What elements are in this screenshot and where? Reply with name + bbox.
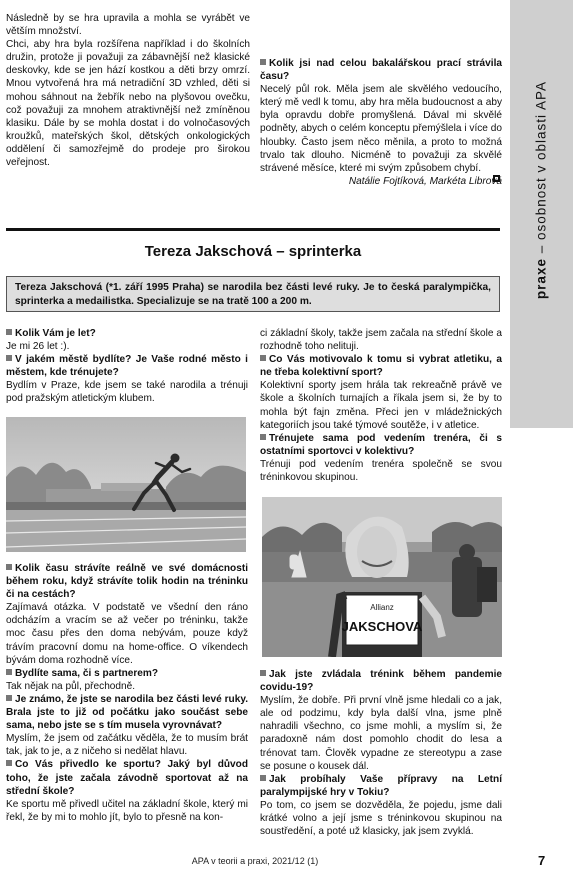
answer: Tak nějak na půl, přechodně. — [6, 680, 136, 692]
bullet-square-icon — [260, 434, 266, 440]
end-mark-icon — [493, 172, 500, 182]
bullet-square-icon — [6, 564, 12, 570]
top-left-column — [6, 12, 250, 169]
question: V jakém městě bydlíte? Je Vaše rodné město i městem, kde trénujete? — [6, 354, 248, 379]
question: Jak probíhaly Vaše přípravy na Letní paralympijské hry v Tokiu? — [260, 773, 502, 798]
bullet-square-icon — [6, 695, 12, 701]
section-rule — [6, 228, 500, 231]
signature: Natálie Fojtíková, Markéta Librová — [348, 175, 502, 187]
bullet-square-icon — [260, 59, 266, 65]
footer-journal: APA v teorii a praxi, 2021/12 (1) — [191, 856, 319, 866]
question: Kolik Vám je let? — [6, 327, 248, 340]
bib-sponsor: Allianz — [370, 603, 394, 612]
answer: Po tom, co jsem se dozvěděla, že pojedu, jsme dali krátké volno a její jsme s tréninkovou skupinou na soustředění, a poté už klasicky, jak jsem zvyklá. — [260, 799, 502, 838]
paragraph: Chci, aby hra byla rozšířena například i do školních družin, protože ji považuji za zábavnější než klasické deskovky, kde se jen hází kostkou a děti brzy omrzí. Mnou vytvořená hra má netradiční 3D vzhled, děti si mohou sáhnout na žebřík nebo na plyšovou ovečku, což považuji za mnohem atraktivnější než zmíněnou klasiku. Dále by se mohla dostat i do volnočasových kroužků, mateřských škol, dětských onkologických oddělení či samozřejmě do prodeje pro širokou veřejnost. — [6, 39, 250, 169]
athlete-celebration-photo — [262, 497, 502, 657]
article-title: Tereza Jakschová – sprinterka — [144, 243, 362, 260]
sprinter-start-photo — [6, 417, 246, 552]
answer: Zajímavá otázka. V podstatě ve všední den ráno odcházím a vracím se až večer po tréninku, takže moc času přes den doma nebývám, pouze když trávím pracovní domu na home-office. O víkendech bývám doma rozhodně více. — [6, 602, 248, 666]
answer: Necelý půl rok. Měla jsem ale skvělého vedoucího, který mě vedl k tomu, aby hra měla budoucnost a aby byla opravdu dobře promyšlená. Dával mi skvělé podněty, abych o celém konceptu přemýšlela i více do hloubky. Často jsem něco měnila, a proto to možná trvalo tak dlouho. Nicméně to považuji za skvělé strávené měsíce, které mi svým způsobem chybí. — [260, 84, 502, 174]
question: Kolik jsi nad celou bakalářskou prací strávila času? — [260, 58, 502, 83]
page-number: 7 — [538, 853, 546, 868]
bullet-square-icon — [260, 670, 266, 676]
left-column-b — [6, 562, 248, 824]
question: Kolik času strávíte reálně ve své domácnosti během roku, když strávíte tolik hodin na tréninku či na cestách? — [6, 563, 248, 601]
bib-name: JAKSCHOVA — [341, 619, 423, 634]
bullet-square-icon — [6, 355, 12, 361]
answer: Myslím, že dobře. Při první vlně jsme hledali co a jak, ale od podzimu, kdy byla další vlna, jsme plně nahradili všechno, co jsme mohli, a myslím si, že paradoxně nám dost pomohlo chodit do lesa a trénovat tam. Člověk vypadne ze stereotypu a zase se posune o kousek dál. — [260, 695, 502, 772]
question: Bydlíte sama, či s partnerem? — [6, 667, 248, 680]
top-right-column — [260, 57, 502, 188]
answer: Bydlím v Praze, kde jsem se také narodila a trénuji pod pražským atletickým klubem. — [6, 380, 248, 405]
bullet-square-icon — [260, 355, 266, 361]
answer: Je mi 26 let :). — [6, 341, 70, 353]
bullet-square-icon — [6, 329, 12, 335]
answer: Trénuji pod vedením trenéra společně se svou tréninkovou skupinou. — [260, 458, 502, 484]
question: Trénujete sama pod vedením trenéra, či s ostatními sportovci v kolektivu? — [260, 432, 502, 457]
answer: Myslím, že jsem od začátku věděla, že to musím brát tak, jak to je, a z ničeho si nedělat hlavu. — [6, 733, 248, 758]
answer: ci základní školy, takže jsem začala na střední škole a rozhodně toho nelituji. — [260, 328, 502, 353]
question: Jak jste zvládala trénink během pandemie covidu-19? — [260, 669, 502, 694]
bullet-square-icon — [6, 760, 12, 766]
answer: Kolektivní sporty jsem hrála tak rekreačně právě ve škole a školních turnajích a říkala jsem si, že by to mohla být fajn změna. Přeci jen v mládežnických kategoriích jsou také týmové soutěže, i v atletice. — [260, 380, 502, 431]
right-column-a — [260, 327, 502, 484]
question: Je známo, že jste se narodila bez části levé ruky. Brala jste to již od počátku jako součást sebe sama, nebo jste se s tím musela vyrovnávat? — [6, 693, 248, 732]
article-intro: Tereza Jakschová (*1. září 1995 Praha) se narodila bez části levé ruky. Je to česká paralympička, sprinterka a medailistka. Specializuje se na tratě 100 a 200 m. — [6, 276, 500, 312]
question: Co Vás motivovalo k tomu si vybrat atletiku, a ne třeba kolektivní sport? — [260, 354, 502, 379]
section-sidebar-label: praxe – osobnost v oblasti APA — [533, 80, 549, 300]
answer: Ke sportu mě přivedl učitel na základní škole, který mi řekl, že by mi to mohlo jít, bylo to přesně na kon- — [6, 798, 248, 823]
bullet-square-icon — [260, 775, 266, 781]
question: Co Vás přivedlo ke sportu? Jaký byl důvod toho, že jste začala závodně sportovat až na střední škole? — [6, 759, 248, 797]
right-column-b — [260, 668, 502, 838]
left-column-a — [6, 327, 248, 406]
bullet-square-icon — [6, 669, 12, 675]
paragraph: Následně by se hra upravila a mohla se vyrábět ve větším množství. — [6, 13, 250, 38]
